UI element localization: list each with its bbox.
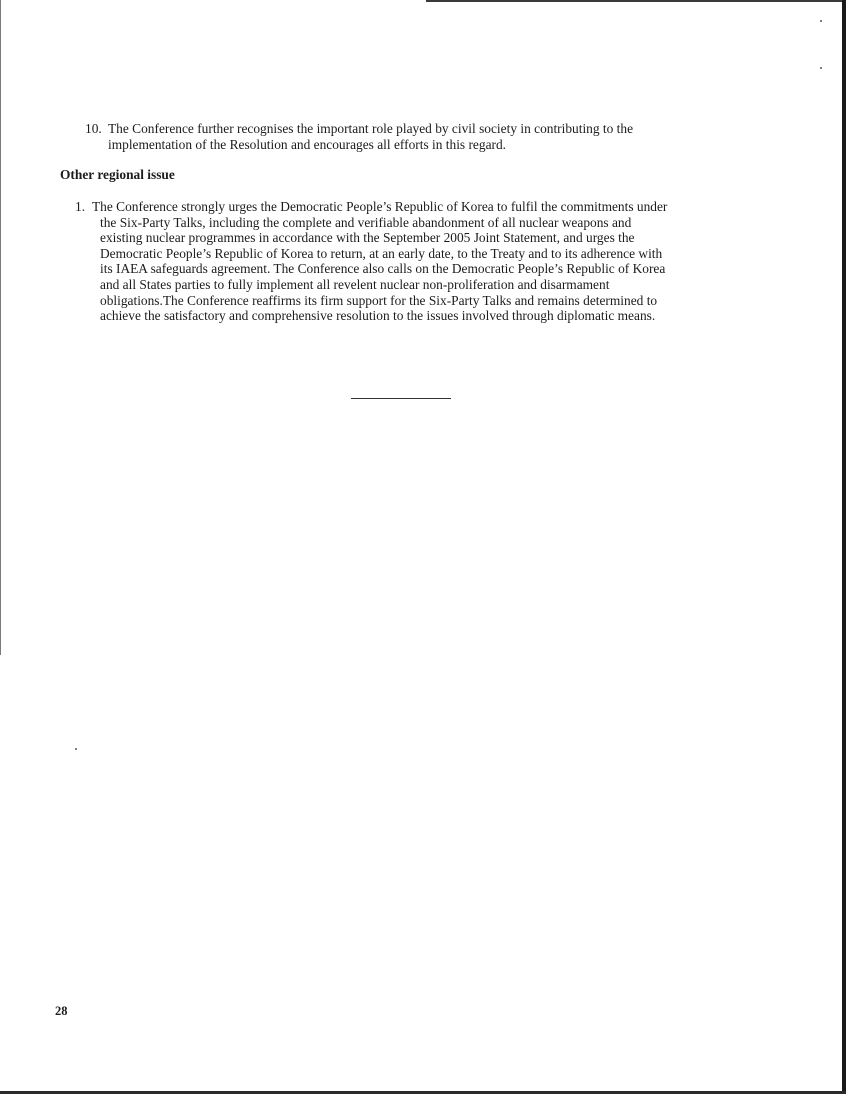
scan-edge-right xyxy=(842,0,846,1094)
paragraph-text xyxy=(75,199,747,324)
section-heading: Other regional issue xyxy=(60,167,175,182)
text-line: The Conference further recognises the important role played by civil society in contributing to the xyxy=(108,121,634,136)
text-line: achieve the satisfactory and comprehensive resolution to the issues involved through diplomatic means. xyxy=(100,308,656,324)
text-line: the Six-Party Talks, including the complete and verifiable abandonment of all nuclear weapons and xyxy=(100,214,632,230)
scan-speck xyxy=(75,748,77,750)
text-line: obligations.The Conference reaffirms its firm support for the Six-Party Talks and remains determined to xyxy=(100,292,658,308)
text-line: existing nuclear programmes in accordance with the September 2005 Joint Statement, and urges the xyxy=(100,230,635,246)
scan-speck xyxy=(820,67,822,69)
section-divider-rule xyxy=(351,398,451,399)
scan-speck xyxy=(820,20,822,22)
scan-edge-left xyxy=(0,0,1,655)
scan-edge-top xyxy=(426,0,846,2)
text-line: Democratic People’s Republic of Korea to return, at an early date, to the Treaty and to its adherence with xyxy=(100,245,663,261)
text-line: its IAEA safeguards agreement. The Conference also calls on the Democratic People’s Republic of Korea xyxy=(100,261,666,277)
page-number: 28 xyxy=(55,1004,68,1018)
text-line: and all States parties to fully implement all revelent nuclear non-proliferation and disarmament xyxy=(100,276,610,292)
text-line: implementation of the Resolution and encourages all efforts in this regard. xyxy=(108,136,507,152)
paragraph-number: 10. xyxy=(85,121,102,136)
paragraph-number: 1. xyxy=(75,199,86,214)
paragraph-text xyxy=(85,121,725,152)
paragraph-10 xyxy=(85,121,725,152)
text-line: The Conference strongly urges the Democratic People’s Republic of Korea to fulfil the commitments under xyxy=(92,199,668,214)
paragraph-1 xyxy=(75,199,747,324)
